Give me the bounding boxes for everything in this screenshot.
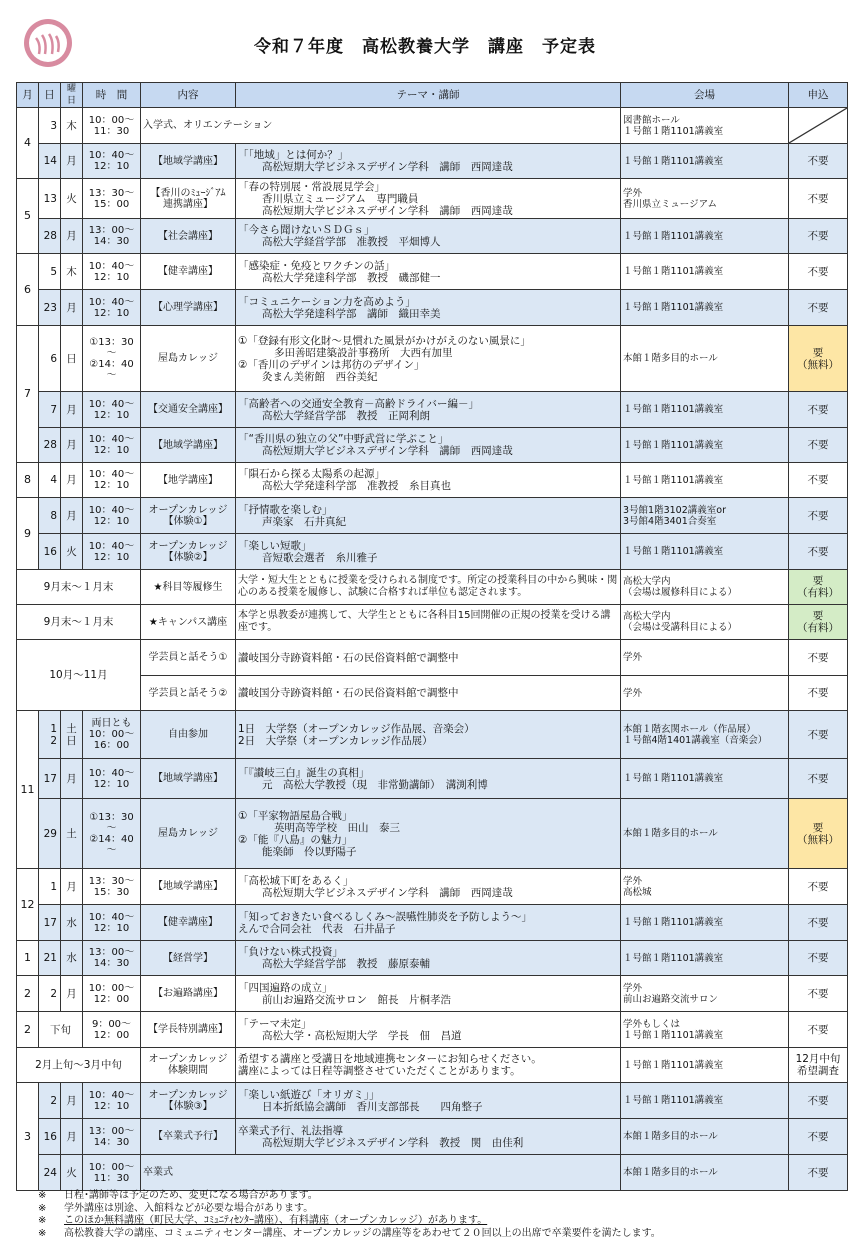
apply-cell: 不要 [789,941,848,976]
day-cell: 6 [39,326,61,392]
apply-cell: 要 （有料） [789,605,848,640]
apply-cell: 不要 [789,463,848,498]
apply-cell: 不要 [789,869,848,905]
apply-cell: 不要 [789,1119,848,1155]
category-cell: 学芸員と話そう② [141,676,236,711]
weekday-cell: 水 [61,905,83,941]
month-cell: 11 [17,711,39,869]
table-row [17,759,848,799]
col-theme: テーマ・講師 [236,83,621,108]
venue-cell: 学外 [621,640,789,676]
category-cell: 【卒業式予行】 [141,1119,236,1155]
month-cell: 5 [17,179,39,254]
time-cell: 両日とも 10：00～ 16：00 [83,711,141,759]
table-row [17,534,848,570]
weekday-cell: 月 [61,290,83,326]
col-venue: 会場 [621,83,789,108]
time-cell: ①13：30～ ②14：40～ [83,799,141,869]
table-row [17,290,848,326]
theme-cell: 「楽しい紙遊び「オリガミ」」 日本折紙協会講師 香川支部部長 四角整子 [236,1083,621,1119]
theme-cell: 「知っておきたい食べるしくみ～誤嚥性肺炎を予防しよう～」 えんで合同会社 代表 石井晶子 [236,905,621,941]
category-cell: ★科目等履修生 [141,570,236,605]
theme-cell: 「コミュニケーション力を高めよう」 高松大学発達科学部 講師 織田幸美 [236,290,621,326]
day-cell: 下旬 [39,1012,83,1048]
apply-cell: 要 （無料） [789,326,848,392]
time-cell: 10：40～ 12：10 [83,290,141,326]
weekday-cell: 月 [61,498,83,534]
time-cell: 10：40～ 12：10 [83,905,141,941]
apply-cell: 不要 [789,976,848,1012]
theme-cell: 「隕石から探る太陽系の起源」 高松大学発達科学部 准教授 糸目真也 [236,463,621,498]
day-cell: 13 [39,179,61,219]
day-cell: 7 [39,392,61,428]
time-cell: 10：40～ 12：10 [83,463,141,498]
apply-cell: 不要 [789,179,848,219]
day-cell: 21 [39,941,61,976]
col-apply: 申込 [789,83,848,108]
table-row [17,1155,848,1191]
day-cell: 1 2 [39,711,61,759]
venue-cell: １号館１階1101講義室 [621,428,789,463]
venue-cell: １号館１階1101講義室 [621,219,789,254]
venue-cell: １号館１階1101講義室 [621,534,789,570]
header-row [17,83,848,108]
table-row [17,640,848,676]
weekday-cell: 火 [61,1155,83,1191]
category-cell: 屋島カレッジ [141,799,236,869]
time-cell: 9：00～ 12：00 [83,1012,141,1048]
time-cell: 10：00～ 11：30 [83,1155,141,1191]
theme-cell: 「感染症・免疫とワクチンの話」 高松大学発達科学部 教授 磯部健一 [236,254,621,290]
venue-cell: １号館１階1101講義室 [621,144,789,179]
table-row [17,570,848,605]
weekday-cell: 月 [61,219,83,254]
weekday-cell: 月 [61,869,83,905]
apply-cell: 不要 [789,498,848,534]
day-cell: 29 [39,799,61,869]
theme-cell: 「抒情歌を楽しむ」 声楽家 石井真紀 [236,498,621,534]
table-row [17,869,848,905]
table-row [17,905,848,941]
venue-cell: １号館１階1101講義室 [621,1083,789,1119]
table-row [17,1012,848,1048]
time-cell: 10：40～ 12：10 [83,1083,141,1119]
category-cell: 【学長特別講座】 [141,1012,236,1048]
category-cell: 【地域学講座】 [141,428,236,463]
theme-cell: 「高松城下町をあるく」 高松短期大学ビジネスデザイン学科 講師 西岡達哉 [236,869,621,905]
month-cell: 6 [17,254,39,326]
venue-cell: １号館１階1101講義室 [621,463,789,498]
category-cell: 学芸員と話そう① [141,640,236,676]
venue-cell: 高松大学内 （会場は受講科目による） [621,605,789,640]
weekday-cell: 月 [61,144,83,179]
apply-cell: 不要 [789,290,848,326]
category-cell: 【香川のﾐｭｰｼﾞｱﾑ 連携講座】 [141,179,236,219]
time-cell: 10：40～ 12：10 [83,428,141,463]
category-cell: 【健幸講座】 [141,905,236,941]
venue-cell: 本館１階多目的ホール [621,1119,789,1155]
venue-cell: 学外もしくは １号館１階1101講義室 [621,1012,789,1048]
table-row [17,326,848,392]
venue-cell: １号館１階1101講義室 [621,1048,789,1083]
venue-cell: 3号館1階3102講義室or 3号館4階3401合奏室 [621,498,789,534]
venue-cell: 学外 高松城 [621,869,789,905]
venue-cell: １号館１階1101講義室 [621,941,789,976]
venue-cell: 高松大学内 （会場は履修科目による） [621,570,789,605]
diagonal-slash-icon [789,108,847,143]
category-cell: 自由参加 [141,711,236,759]
period-cell: 10月～11月 [17,640,141,711]
weekday-cell: 月 [61,1083,83,1119]
table-row [17,254,848,290]
table-row [17,498,848,534]
category-cell: オープンカレッジ 【体験②】 [141,534,236,570]
day-cell: 16 [39,534,61,570]
day-cell: 16 [39,1119,61,1155]
venue-cell: １号館１階1101講義室 [621,905,789,941]
schedule-table [16,82,848,1191]
venue-cell: １号館１階1101講義室 [621,290,789,326]
theme-cell: 希望する講座と受講日を地域連携センターにお知らせください。 講座によっては日程等調整させていただくことがあります。 [236,1048,621,1083]
venue-cell: １号館１階1101講義室 [621,759,789,799]
notes [38,1190,661,1240]
day-cell: 28 [39,428,61,463]
venue-cell: 本館１階多目的ホール [621,1155,789,1191]
apply-cell: 不要 [789,1155,848,1191]
table-row [17,428,848,463]
time-cell: 10：40～ 12：10 [83,759,141,799]
apply-cell: 不要 [789,428,848,463]
category-cell: 卒業式 [141,1155,621,1191]
weekday-cell: 火 [61,534,83,570]
theme-cell: 讃岐国分寺跡資料館・石の民俗資料館で調整中 [236,676,621,711]
apply-cell: 不要 [789,392,848,428]
theme-cell: ①「平家物語屋島合戦」 英明高等学校 田山 泰三 ②「能『八島』の魅力」 能楽師 伶以野陽子 [236,799,621,869]
weekday-cell: 月 [61,976,83,1012]
weekday-cell: 土 [61,799,83,869]
day-cell: 14 [39,144,61,179]
category-cell: 【お遍路講座】 [141,976,236,1012]
weekday-cell: 火 [61,179,83,219]
period-cell: 9月末～１月末 [17,570,141,605]
day-cell: 28 [39,219,61,254]
category-cell: 【地域学講座】 [141,869,236,905]
time-cell: ①13：30～ ②14：40～ [83,326,141,392]
table-row [17,711,848,759]
day-cell: 3 [39,108,61,144]
time-cell: 13：30～ 15：30 [83,869,141,905]
category-cell: 【経営学】 [141,941,236,976]
apply-cell: 要 （無料） [789,799,848,869]
month-cell: 9 [17,498,39,570]
weekday-cell: 木 [61,254,83,290]
weekday-cell: 月 [61,759,83,799]
time-cell: 10：40～ 12：10 [83,254,141,290]
theme-cell: 讃岐国分寺跡資料館・石の民俗資料館で調整中 [236,640,621,676]
col-weekday: 曜日 [61,83,83,108]
apply-cell: 不要 [789,254,848,290]
venue-cell: 本館１階玄関ホール（作品展） １号館4階1401講義室（音楽会） [621,711,789,759]
venue-cell: 図書館ホール １号館１階1101講義室 [621,108,789,144]
theme-cell: 「「地域」とは何か？」 高松短期大学ビジネスデザイン学科 講師 西岡達哉 [236,144,621,179]
apply-cell: 不要 [789,534,848,570]
theme-cell: 卒業式予行、礼法指導 高松短期大学ビジネスデザイン学科 教授 関 由佳利 [236,1119,621,1155]
day-cell: 8 [39,498,61,534]
time-cell: 10：00～ 12：00 [83,976,141,1012]
day-cell: 4 [39,463,61,498]
day-cell: 2 [39,1083,61,1119]
venue-cell: １号館１階1101講義室 [621,254,789,290]
theme-cell: ①「登録有形文化財～見慣れた風景がかけがえのない風景に」 多田善昭建築設計事務所 大西有加里 ②「香川のデザインは邦彷のデザイン」 灸まん美術館 西谷美紀 [236,326,621,392]
theme-cell: 「テーマ未定」 高松大学・高松短期大学 学長 佃 昌道 [236,1012,621,1048]
theme-cell: 大学・短大生とともに授業を受けられる制度です。所定の授業科目の中から興味・関心のある授業を履修し、試験に合格すれば単位も認定されます。 [236,570,621,605]
apply-cell: 不要 [789,759,848,799]
category-cell: 屋島カレッジ [141,326,236,392]
table-row [17,976,848,1012]
apply-cell: 不要 [789,219,848,254]
venue-cell: 学外 [621,676,789,711]
theme-cell: 本学と県教委が連携して、大学生とともに各科目15回開催の正規の授業を受ける講座です。 [236,605,621,640]
category-cell: ★キャンパス講座 [141,605,236,640]
month-cell: 2 [17,976,39,1012]
note-item: ※ 日程･講師等は予定のため、変更になる場合があります。 [38,1190,318,1201]
time-cell: 13：30～ 15：00 [83,179,141,219]
note-item: ※ 学外講座は別途、入館料などが必要な場合があります。 [38,1202,314,1214]
category-cell: 【社会講座】 [141,219,236,254]
day-cell: 2 [39,976,61,1012]
theme-cell: 「高齢者への交通安全教育－高齢ドライバー編－」 高松大学経営学部 教授 正岡利朗 [236,392,621,428]
time-cell: 10：40～ 12：10 [83,534,141,570]
apply-cell [789,108,848,144]
venue-cell: 学外 前山お遍路交流サロン [621,976,789,1012]
theme-cell: 「楽しい短歌」 音短歌会選者 糸川雅子 [236,534,621,570]
category-cell: 【地域学講座】 [141,759,236,799]
apply-cell: 不要 [789,711,848,759]
time-cell: 13：00～ 14：30 [83,219,141,254]
apply-cell: 12月中旬 希望調査 [789,1048,848,1083]
venue-cell: １号館１階1101講義室 [621,392,789,428]
theme-cell: 「今さら聞けないＳＤＧｓ」 高松大学経営学部 准教授 平畑博人 [236,219,621,254]
table-row [17,605,848,640]
category-cell: 【健幸講座】 [141,254,236,290]
col-time: 時 間 [83,83,141,108]
time-cell: 13：00～ 14：30 [83,1119,141,1155]
day-cell: 24 [39,1155,61,1191]
apply-cell: 不要 [789,905,848,941]
apply-cell: 不要 [789,144,848,179]
table-row [17,179,848,219]
weekday-cell: 木 [61,108,83,144]
month-cell: 2 [17,1012,39,1048]
venue-cell: 本館１階多目的ホール [621,799,789,869]
day-cell: 23 [39,290,61,326]
day-cell: 1 [39,869,61,905]
page-title: 令和７年度 高松教養大学 講座 予定表 [254,37,596,57]
weekday-cell: 月 [61,1119,83,1155]
weekday-cell: 水 [61,941,83,976]
category-cell: オープンカレッジ 【体験①】 [141,498,236,534]
table-row [17,1119,848,1155]
month-cell: 12 [17,869,39,941]
table-row [17,941,848,976]
theme-cell: 1日 大学祭（オープンカレッジ作品展、音楽会） 2日 大学祭（オープンカレッジ作品展） [236,711,621,759]
col-day: 日 [39,83,61,108]
day-cell: 17 [39,905,61,941]
theme-cell: 「『讃岐三白』誕生の真相」 元 高松大学教授（現 非常勤講師） 溝渕利博 [236,759,621,799]
col-month: 月 [17,83,39,108]
weekday-cell: 月 [61,392,83,428]
day-cell: 5 [39,254,61,290]
venue-cell: 学外 香川県立ミュージアム [621,179,789,219]
apply-cell: 要 （有料） [789,570,848,605]
category-cell: 【地学講座】 [141,463,236,498]
time-cell: 10：40～ 12：10 [83,392,141,428]
category-cell: 【地域学講座】 [141,144,236,179]
time-cell: 10：40～ 12：10 [83,144,141,179]
category-cell: オープンカレッジ 体験期間 [141,1048,236,1083]
weekday-cell: 月 [61,463,83,498]
category-cell: オープンカレッジ 【体験③】 [141,1083,236,1119]
note-item: ※ 高松教養大学の講座、コミュニティセンター講座、オープンカレッジの講座等をあわせて２０回以上の出席で卒業要件を満たします。 [38,1227,661,1239]
apply-cell: 不要 [789,1083,848,1119]
table-row [17,219,848,254]
month-cell: 4 [17,108,39,179]
weekday-cell: 土 日 [61,711,83,759]
period-cell: 2月上旬～3月中旬 [17,1048,141,1083]
table-row [17,676,848,711]
category-cell: 入学式、オリエンテーション [141,108,621,144]
table-row [17,799,848,869]
time-cell: 10：40～ 12：10 [83,498,141,534]
time-cell: 10：00～ 11：30 [83,108,141,144]
month-cell: 7 [17,326,39,463]
theme-cell: 「“香川県の独立の父”中野武営に学ぶこと」 高松短期大学ビジネスデザイン学科 講師 西岡達哉 [236,428,621,463]
theme-cell: 「四国遍路の成立」 前山お遍路交流サロン 館長 片桐孝浩 [236,976,621,1012]
apply-cell: 不要 [789,676,848,711]
table-row [17,108,848,144]
note-item: ※ このほか無料講座（町民大学、ｺﾐｭﾆﾃｨｾﾝﾀｰ講座）、有料講座（オープンカレッジ）があります。 [38,1215,488,1226]
weekday-cell: 日 [61,326,83,392]
venue-cell: 本館１階多目的ホール [621,326,789,392]
month-cell: 1 [17,941,39,976]
table-row [17,392,848,428]
table-row [17,1083,848,1119]
col-category: 内容 [141,83,236,108]
day-cell: 17 [39,759,61,799]
apply-cell: 不要 [789,640,848,676]
table-row [17,1048,848,1083]
weekday-cell: 月 [61,428,83,463]
time-cell: 13：00～ 14：30 [83,941,141,976]
theme-cell: 「春の特別展・常設展見学会」 香川県立ミュージアム 専門職員 高松短期大学ビジネスデザイン学科 講師 西岡達哉 [236,179,621,219]
period-cell: 9月末～１月末 [17,605,141,640]
month-cell: 8 [17,463,39,498]
table-row [17,144,848,179]
apply-cell: 不要 [789,1012,848,1048]
table-row [17,463,848,498]
category-cell: 【心理学講座】 [141,290,236,326]
category-cell: 【交通安全講座】 [141,392,236,428]
month-cell: 3 [17,1083,39,1191]
theme-cell: 「負けない株式投資」 高松大学経営学部 教授 藤原泰輔 [236,941,621,976]
